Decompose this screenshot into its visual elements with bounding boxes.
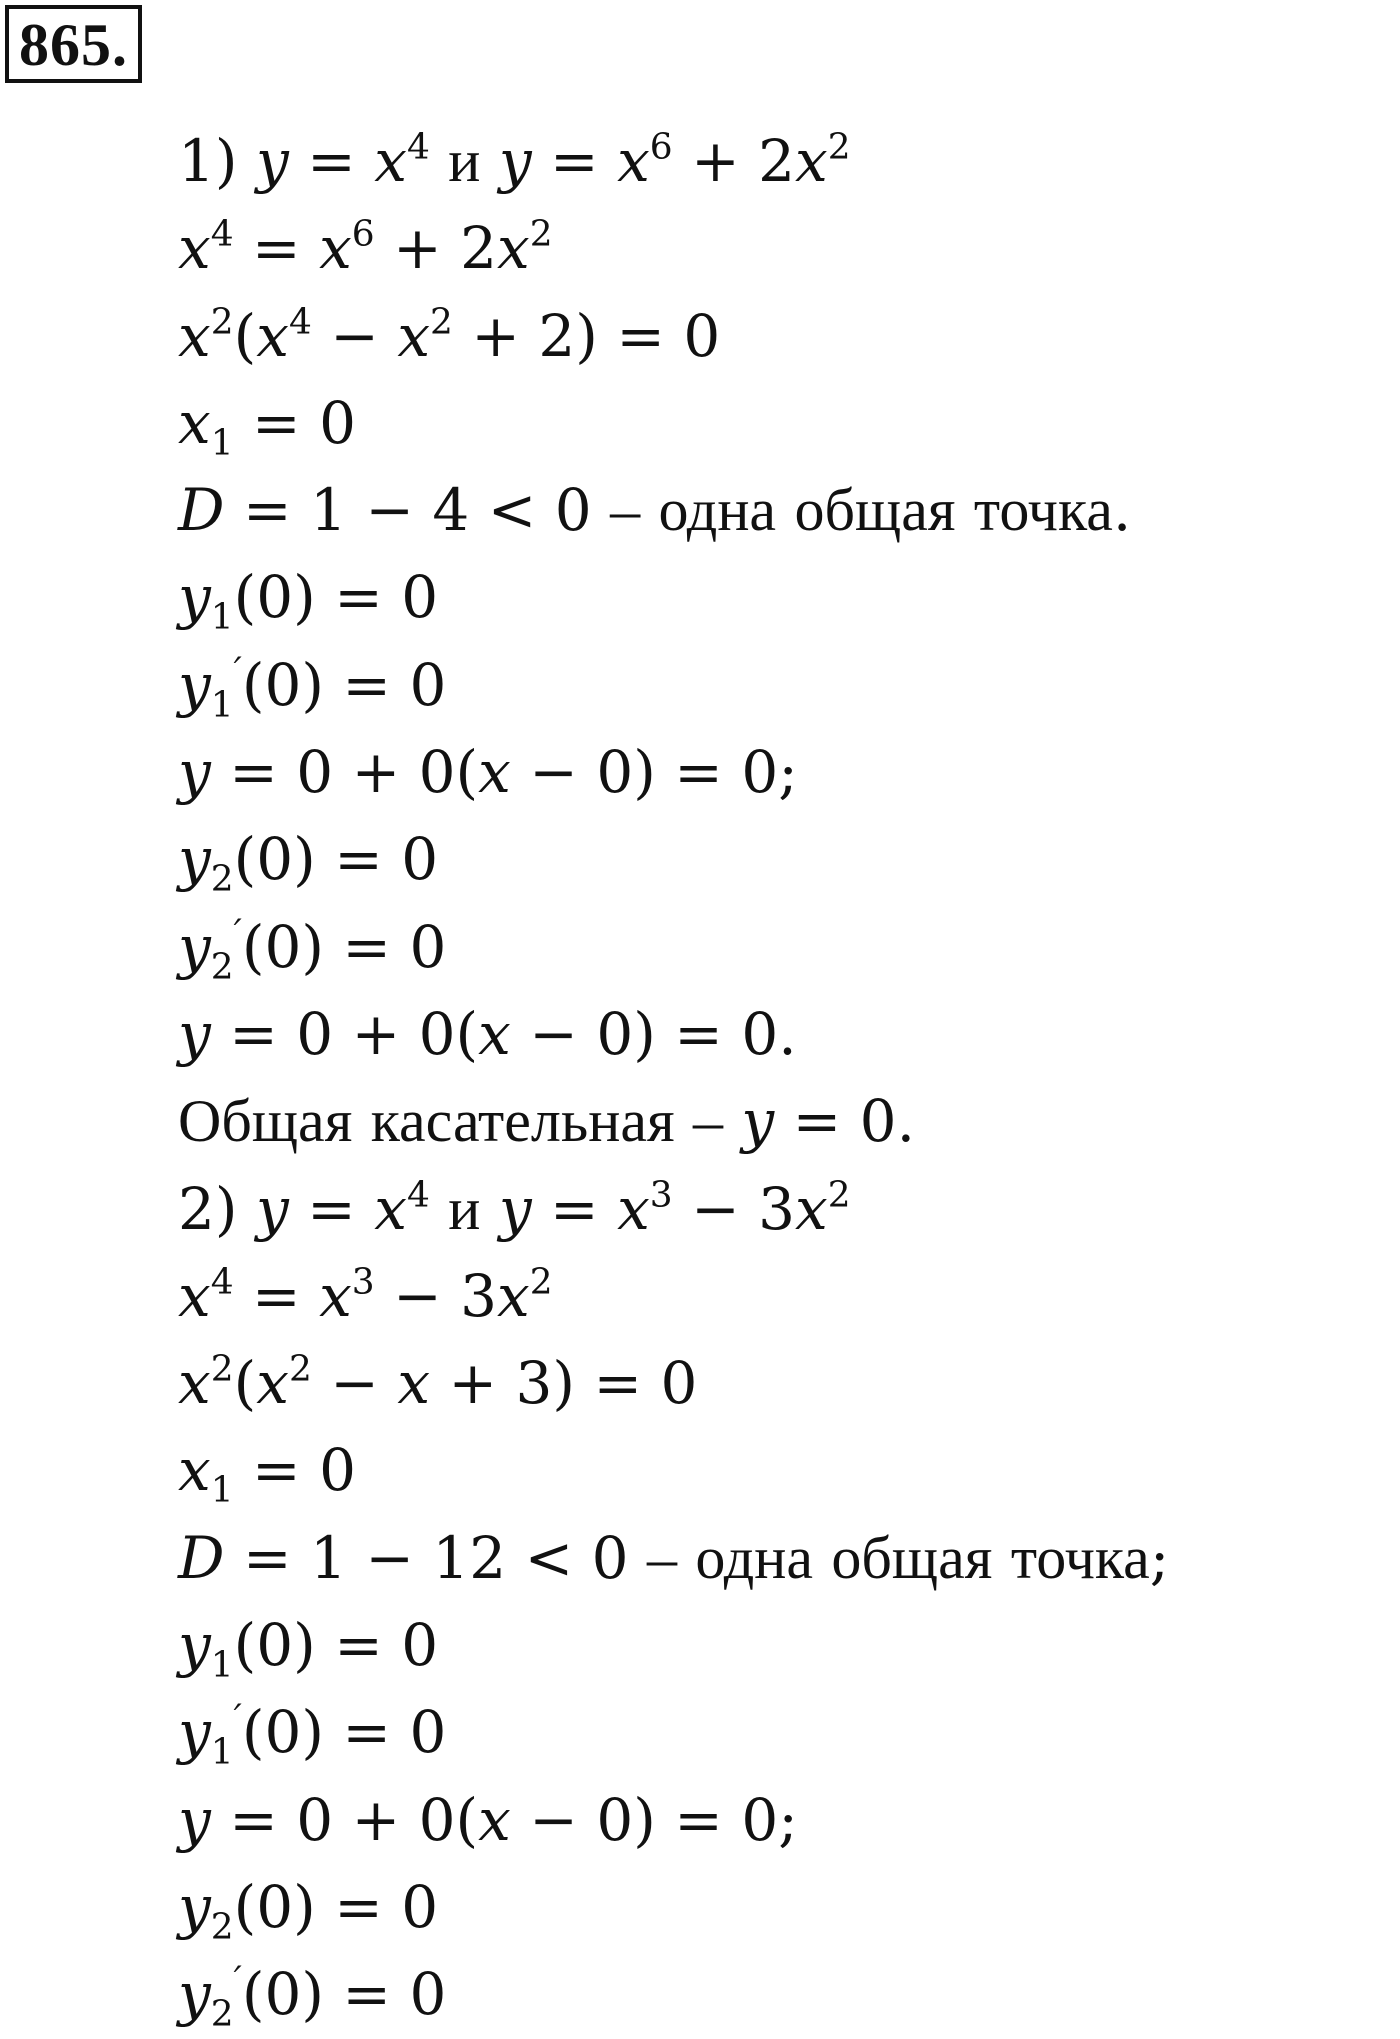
solution-line: $y_1'(0) = 0$ bbox=[178, 650, 447, 726]
solution-line: y = 0 + 0(x − 0) = 0. bbox=[178, 999, 797, 1068]
solution-line: $y_2(0) = 0$ bbox=[178, 825, 439, 900]
solution-line: $x_1 = 0$ bbox=[178, 388, 356, 464]
solution-line: y = 0 + 0(x − 0) = 0; bbox=[178, 738, 798, 807]
solution-line: $y_1'(0) = 0$ bbox=[178, 1698, 447, 1773]
solution-line: 1) $y = x^4$ и $y = x^6 + 2x^2$ bbox=[178, 126, 851, 195]
solution-line: $x^4 = x^3 - 3x^2$ bbox=[178, 1261, 553, 1330]
solution-line: y = 0 + 0(x − 0) = 0; bbox=[178, 1785, 798, 1854]
solution-line: Общая касательная – y = 0. bbox=[178, 1087, 916, 1156]
solution-line: 2) $y = x^4$ и $y = x^3 - 3x^2$ bbox=[178, 1174, 851, 1243]
solution-line: D = 1 − 4 < 0 – одна общая точка. bbox=[178, 476, 1132, 545]
problem-number: 865. bbox=[5, 5, 142, 83]
solution-line: $x_1 = 0$ bbox=[178, 1436, 356, 1511]
solution-line: $y_2'(0) = 0$ bbox=[178, 1959, 447, 2035]
solution-line: $y_2(0) = 0$ bbox=[178, 1872, 439, 1948]
solution-line: $x^2(x^2 - x + 3) = 0$ bbox=[178, 1348, 698, 1418]
solution-line: $x^4 = x^6 + 2x^2$ bbox=[178, 214, 553, 283]
solution-line: $y_1(0) = 0$ bbox=[178, 1611, 439, 1686]
solution-line: D = 1 − 12 < 0 – одна общая точка; bbox=[178, 1523, 1170, 1592]
solution-line: $y_2'(0) = 0$ bbox=[178, 912, 447, 988]
solution-lines bbox=[178, 118, 1378, 2039]
solution-line: $y_1(0) = 0$ bbox=[178, 563, 439, 638]
solution-line: $x^2(x^4 - x^2 + 2) = 0$ bbox=[178, 301, 721, 370]
